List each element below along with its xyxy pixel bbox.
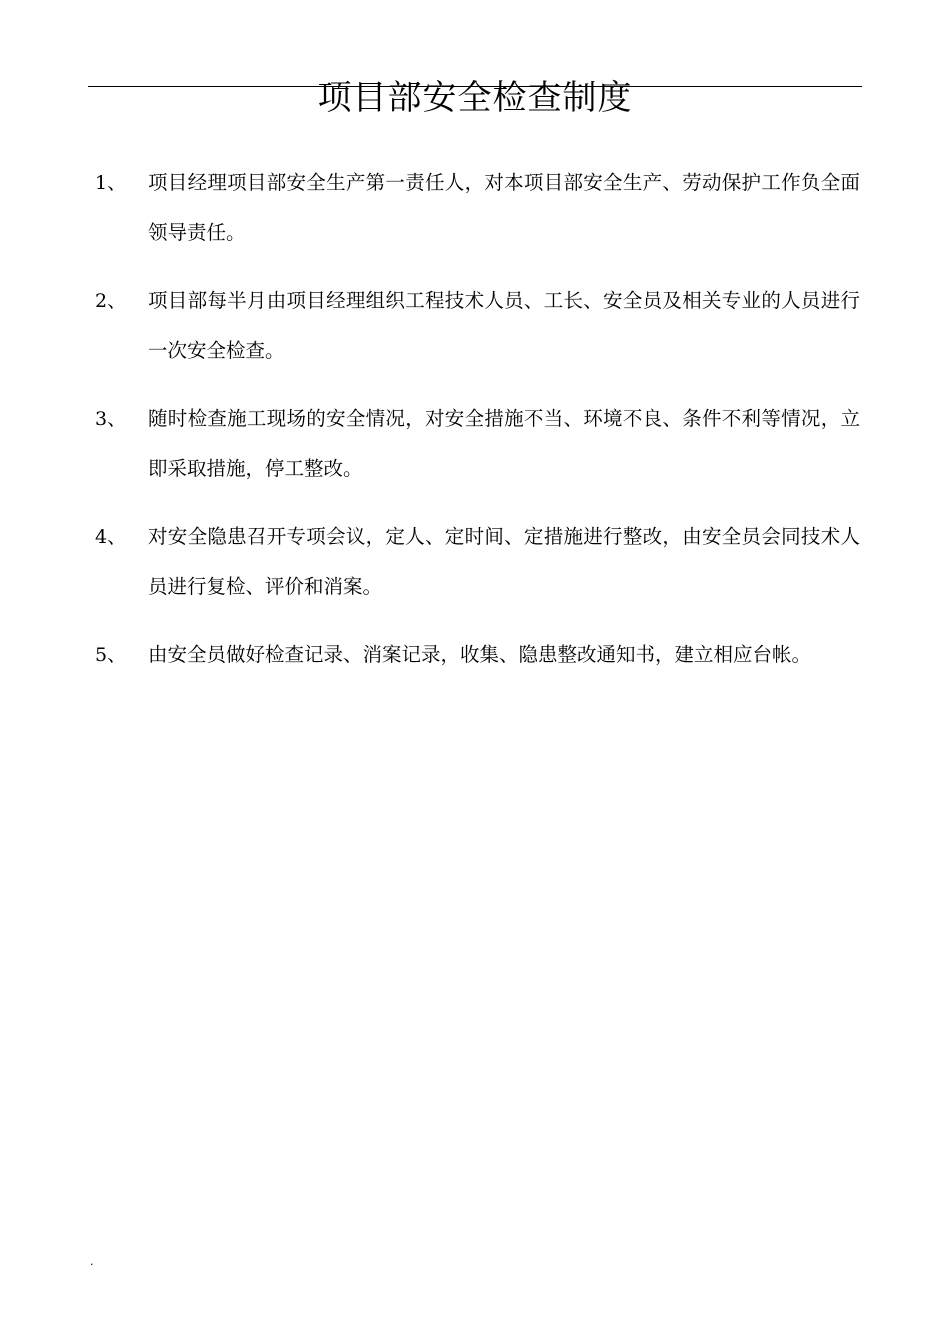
- rule-number: 1、: [95, 172, 127, 194]
- rule-item-3: [95, 394, 865, 512]
- document-title: 项目部安全检查制度: [317, 78, 633, 118]
- rule-item-1: [95, 158, 865, 276]
- rule-list: [95, 158, 865, 748]
- rule-number: 2、: [95, 290, 127, 312]
- rule-text: 随时检查施工现场的安全情况，对安全措施不当、环境不良、条件不利等情况，立即采取措施，停工整改。: [148, 407, 860, 480]
- rule-number: 3、: [95, 408, 127, 430]
- rule-text: 对安全隐患召开专项会议，定人、定时间、定措施进行整改，由安全员会同技术人员进行复检、评价和消案。: [148, 525, 860, 598]
- footer-mark: .: [90, 1255, 94, 1268]
- rule-item-4: [95, 512, 865, 630]
- rule-number: 5、: [95, 644, 127, 666]
- rule-text: 项目部每半月由项目经理组织工程技术人员、工长、安全员及相关专业的人员进行一次安全检查。: [148, 289, 860, 362]
- rule-item-2: [95, 276, 865, 394]
- rule-number: 4、: [95, 526, 127, 548]
- rule-text: 由安全员做好检查记录、消案记录，收集、隐患整改通知书，建立相应台帐。: [148, 643, 812, 666]
- rule-text: 项目经理项目部安全生产第一责任人，对本项目部安全生产、劳动保护工作负全面领导责任。: [148, 171, 860, 244]
- rule-item-5: [95, 630, 865, 748]
